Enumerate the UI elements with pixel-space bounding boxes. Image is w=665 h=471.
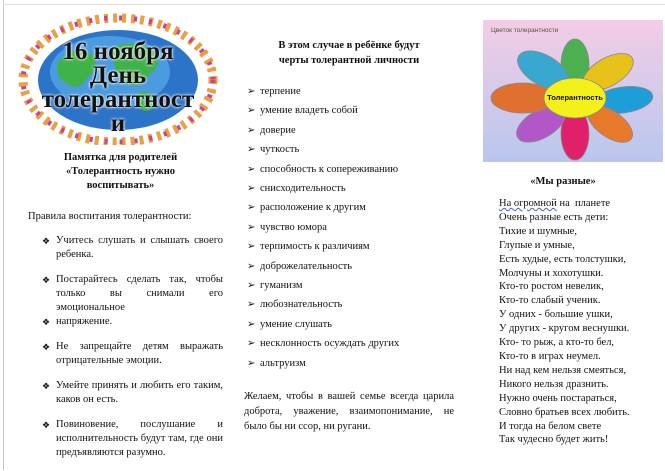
flower-center-label: Толерантность bbox=[547, 93, 603, 102]
flower-title: Цветок толерантности bbox=[491, 27, 559, 34]
poem-line: Глупые и умные, bbox=[499, 239, 575, 251]
trait-item bbox=[244, 218, 454, 237]
poem-line: Тихие и шумные, bbox=[499, 225, 577, 237]
rule-text: Не запрещайте детям выражать отрицательные эмоции. bbox=[56, 341, 223, 366]
poem-line: Молчуны и хохотушки. bbox=[499, 267, 604, 279]
trait-text: доверие bbox=[260, 124, 296, 136]
globe-banner-image bbox=[18, 8, 218, 145]
arrow-bullet-icon: ➢ bbox=[247, 163, 256, 175]
trait-text: гуманизм bbox=[260, 280, 303, 292]
trait-text: умение владеть собой bbox=[260, 105, 358, 117]
traits-list bbox=[244, 82, 454, 373]
trait-text: терпимость к различиям bbox=[260, 241, 370, 253]
poem-line: Кто-то ростом невелик, bbox=[499, 281, 604, 293]
poem-line: Кто-то в играх неумел. bbox=[499, 350, 601, 362]
page-border-top bbox=[3, 4, 665, 5]
trait-item bbox=[244, 198, 454, 217]
memo-line: воспитывать» bbox=[86, 180, 155, 191]
list-item bbox=[18, 418, 223, 460]
diamond-bullet-icon: ❖ bbox=[42, 381, 51, 391]
rule-text: Постарайтесь сделать так, чтобы только вы снимали его эмоциональное bbox=[56, 274, 223, 313]
rule-text: напряжение. bbox=[56, 316, 113, 327]
poem-line: Очень разные есть дети: bbox=[499, 211, 609, 223]
trait-item bbox=[244, 160, 454, 179]
poem-first-rest: на планете bbox=[556, 198, 611, 209]
trait-text: любознательность bbox=[260, 299, 343, 311]
poem-line: Кто-то слабый ученик. bbox=[499, 295, 601, 307]
list-item bbox=[18, 234, 223, 262]
poem-line: Нужно очень постараться, bbox=[499, 392, 617, 404]
trait-item bbox=[244, 354, 454, 373]
arrow-bullet-icon: ➢ bbox=[247, 144, 256, 156]
page-border bbox=[3, 0, 4, 470]
trait-item bbox=[244, 179, 454, 198]
arrow-bullet-icon: ➢ bbox=[247, 280, 256, 292]
trait-item bbox=[244, 257, 454, 276]
banner-line: и bbox=[110, 110, 126, 137]
heading-line: черты толерантной личности bbox=[278, 55, 420, 66]
banner-title bbox=[18, 40, 218, 136]
list-item bbox=[18, 315, 223, 329]
trait-item bbox=[244, 276, 454, 295]
poem-line: У одних - большие ушки, bbox=[499, 309, 613, 321]
arrow-bullet-icon: ➢ bbox=[247, 357, 256, 369]
poem-line: И тогда на белом свете bbox=[499, 420, 602, 432]
diamond-bullet-icon: ❖ bbox=[42, 342, 51, 352]
arrow-bullet-icon: ➢ bbox=[247, 338, 256, 350]
banner-line: толерантност bbox=[41, 86, 195, 113]
poem bbox=[499, 197, 663, 447]
memo-line: «Толерантность нужно bbox=[65, 166, 176, 177]
arrow-bullet-icon: ➢ bbox=[247, 86, 256, 97]
banner-line: 16 ноября bbox=[62, 38, 174, 65]
heading-line: В этом случае в ребёнке будут bbox=[278, 40, 420, 51]
arrow-bullet-icon: ➢ bbox=[247, 318, 256, 330]
arrow-bullet-icon: ➢ bbox=[247, 105, 256, 117]
trait-item bbox=[244, 140, 454, 159]
arrow-bullet-icon: ➢ bbox=[247, 241, 256, 253]
list-item bbox=[18, 379, 223, 407]
diamond-bullet-icon: ❖ bbox=[42, 275, 51, 285]
memo-line: Памятка для родителей bbox=[63, 152, 178, 163]
arrow-bullet-icon: ➢ bbox=[247, 221, 256, 233]
poem-title: «Мы разные» bbox=[530, 176, 596, 187]
memo-title bbox=[18, 151, 223, 193]
wish-text: Желаем, чтобы в вашей семье всегда царила доброта, уважение, взаимопонимание, не было бы ни ссор, ни ругани. bbox=[244, 391, 454, 433]
flower-petals-illustration bbox=[483, 20, 663, 162]
poem-line: Так чудесно будет жить! bbox=[499, 434, 609, 446]
trait-text: чувство юмора bbox=[260, 221, 327, 233]
poem-line: У других - кругом веснушки. bbox=[499, 323, 630, 335]
arrow-bullet-icon: ➢ bbox=[247, 183, 256, 195]
poem-line: Есть худые, есть толстушки, bbox=[499, 253, 626, 265]
trait-item bbox=[244, 101, 454, 120]
poem-line: Словно братьев всех любить. bbox=[499, 406, 630, 418]
trait-item bbox=[244, 82, 454, 101]
rule-text: Учитесь слушать и слышать своего ребенка. bbox=[56, 235, 223, 260]
poem-first-word: На огромной bbox=[499, 198, 557, 209]
trait-text: альтруизм bbox=[260, 357, 306, 369]
arrow-bullet-icon: ➢ bbox=[247, 299, 256, 311]
traits-heading bbox=[244, 38, 454, 68]
trait-text: способность к сопереживанию bbox=[260, 163, 399, 175]
trait-text: умение слушать bbox=[260, 318, 332, 330]
rule-text: Повиновение, послушание и исполнительность будут там, где они предъявляются разумно. bbox=[56, 419, 223, 458]
poem-line: Ни над кем нельзя смеяться, bbox=[499, 364, 627, 376]
arrow-bullet-icon: ➢ bbox=[247, 124, 256, 136]
poem-line: Никого нельзя дразнить. bbox=[499, 378, 609, 390]
middle-column bbox=[244, 38, 454, 434]
right-column bbox=[483, 20, 663, 447]
trait-item bbox=[244, 295, 454, 314]
left-column bbox=[18, 8, 223, 471]
trait-text: терпение bbox=[260, 86, 301, 97]
diamond-bullet-icon: ❖ bbox=[42, 317, 51, 327]
rules-list bbox=[18, 234, 223, 460]
trait-text: снисходительность bbox=[260, 183, 346, 195]
poem-line: Кто- то рыж, а кто-то бел, bbox=[499, 337, 615, 349]
trait-text: доброжелательность bbox=[260, 260, 353, 272]
list-item bbox=[18, 273, 223, 315]
trait-item bbox=[244, 121, 454, 140]
trait-item bbox=[244, 334, 454, 353]
arrow-bullet-icon: ➢ bbox=[247, 202, 256, 214]
diamond-bullet-icon: ❖ bbox=[42, 236, 51, 246]
list-item bbox=[18, 340, 223, 368]
trait-text: расположение к другим bbox=[260, 202, 366, 214]
trait-item bbox=[244, 315, 454, 334]
tolerance-flower-image bbox=[483, 20, 663, 162]
trait-item bbox=[244, 237, 454, 256]
trait-text: несклонность осуждать других bbox=[260, 338, 400, 350]
banner-line: День bbox=[89, 62, 147, 89]
diamond-bullet-icon: ❖ bbox=[42, 420, 51, 430]
rules-heading: Правила воспитания толерантности: bbox=[28, 211, 192, 222]
arrow-bullet-icon: ➢ bbox=[247, 260, 256, 272]
trait-text: чуткость bbox=[260, 144, 300, 156]
rule-text: Умейте принять и любить его таким, каков он есть. bbox=[56, 380, 223, 405]
